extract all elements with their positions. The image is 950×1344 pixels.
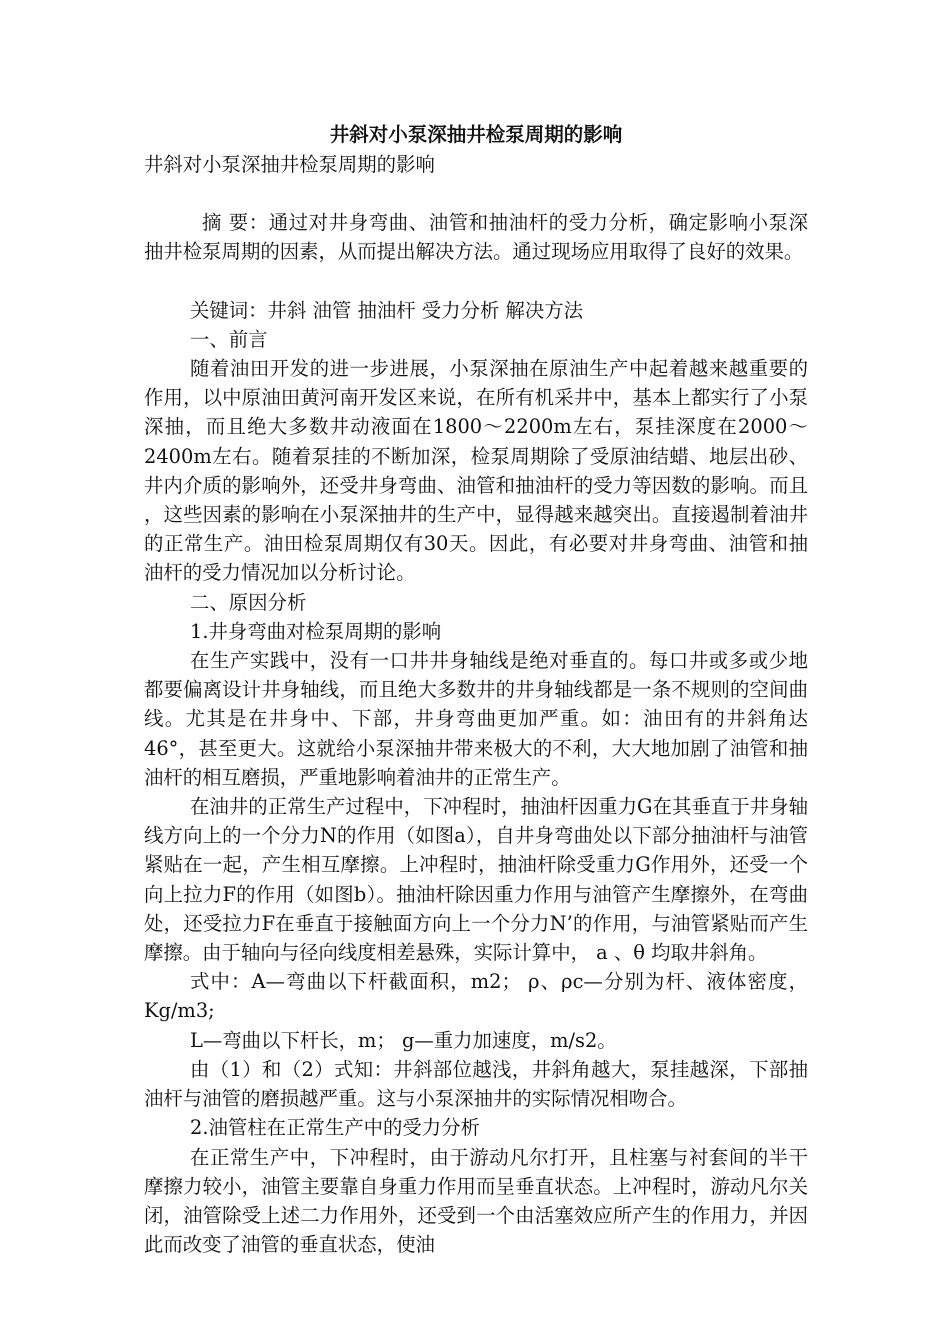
formula-notes: L—弯曲以下杆长，m； g—重力加速度，m/s2。 [190,1028,617,1052]
body-paragraph: 在油井的正常生产过程中，下冲程时，抽油杆因重力G在其垂直于井身轴线方向上的一个分力N的作用（如图a），自井身弯曲处以下部分抽油杆与油管紧贴在一起，产生相互摩擦。上冲程时，抽油杆除受重力G作用外，还受一个向上拉力F的作用（如图b）。抽油杆除因重力作用与油管产生摩擦外，在弯曲处，还受拉力F在垂直于接触面方向上一个分力N’的作用，与油管紧贴而产生摩擦。由于轴向与径向线度相差悬殊，实际计算中， а 、θ 均取井斜角。 [144,795,808,965]
subsection-heading: 2.油管柱在正常生产中的受力分析 [190,1116,480,1140]
body-paragraph: 随着油田开发的进一步进展，小泵深抽在原油生产中起着越来越重要的作用，以中原油田黄河南开发区来说，在所有机采井中，基本上都实行了小泵深抽，而且绝大多数井动液面在1800～2200m左右，泵挂深度在2000～2400m左右。随着泵挂的不断加深，检泵周期除了受原油结蜡、地层出砂、井内介质的影响外，还受井身弯曲、油管和抽油杆的受力等因数的影响。而且 ，这些因素的影响在小泵深抽井的生产中，显得越来越突出。直接遏制着油井的正常生产。油田检泵周期仅有30天。因此，有必要对井身弯曲、油管和抽油杆的受力情况加以分析讨论。 [144,357,808,585]
body-paragraph: 在生产实践中，没有一口井井身轴线是绝对垂直的。每口井或多或少地都要偏离设计井身轴线，而且绝大多数井的井身轴线都是一条不规则的空间曲线。尤其是在井身中、下部，井身弯曲更加严重。如：油田有的井斜角达46°，甚至更大。这就给小泵深抽井带来极大的不利，大大地加剧了油管和抽油杆的相互磨损，严重地影响着油井的正常生产。 [144,649,808,789]
document-subtitle: 井斜对小泵深抽井检泵周期的影响 [144,153,435,176]
keywords-line: 关键词：井斜 油管 抽油杆 受力分析 解决方法 [190,298,584,322]
body-paragraph: 由（1）和（2）式知：井斜部位越浅，井斜角越大，泵挂越深，下部抽油杆与油管的磨损越严重。这与小泵深抽井的实际情况相吻合。 [144,1057,808,1111]
document-title: 井斜对小泵深抽井检泵周期的影响 [329,123,623,146]
abstract-paragraph: 摘 要：通过对井身弯曲、油管和抽油杆的受力分析，确定影响小泵深抽井检泵周期的因素，从而提出解决方法。通过现场应用取得了良好的效果。 [144,211,808,264]
section-heading-analysis: 二、原因分析 [190,590,307,614]
subsection-heading: 1.井身弯曲对检泵周期的影响 [190,619,442,643]
document-body [144,120,808,1259]
body-paragraph: 在正常生产中，下冲程时，由于游动凡尔打开，且柱塞与衬套间的半干摩擦力较小，油管主要靠自身重力作用而呈垂直状态。上冲程时，游动凡尔关闭，油管除受上述二力作用外，还受到一个由活塞效应所产生的作用力，并因此而改变了油管的垂直状态，使油 [144,1145,808,1257]
formula-notes: 式中：A—弯曲以下杆截面积，m2； ρ、ρc—分别为杆、液体密度，Kg/m3; [144,970,808,1023]
blank-line [144,267,808,296]
section-heading-intro: 一、前言 [190,327,268,351]
blank-line [144,179,808,208]
